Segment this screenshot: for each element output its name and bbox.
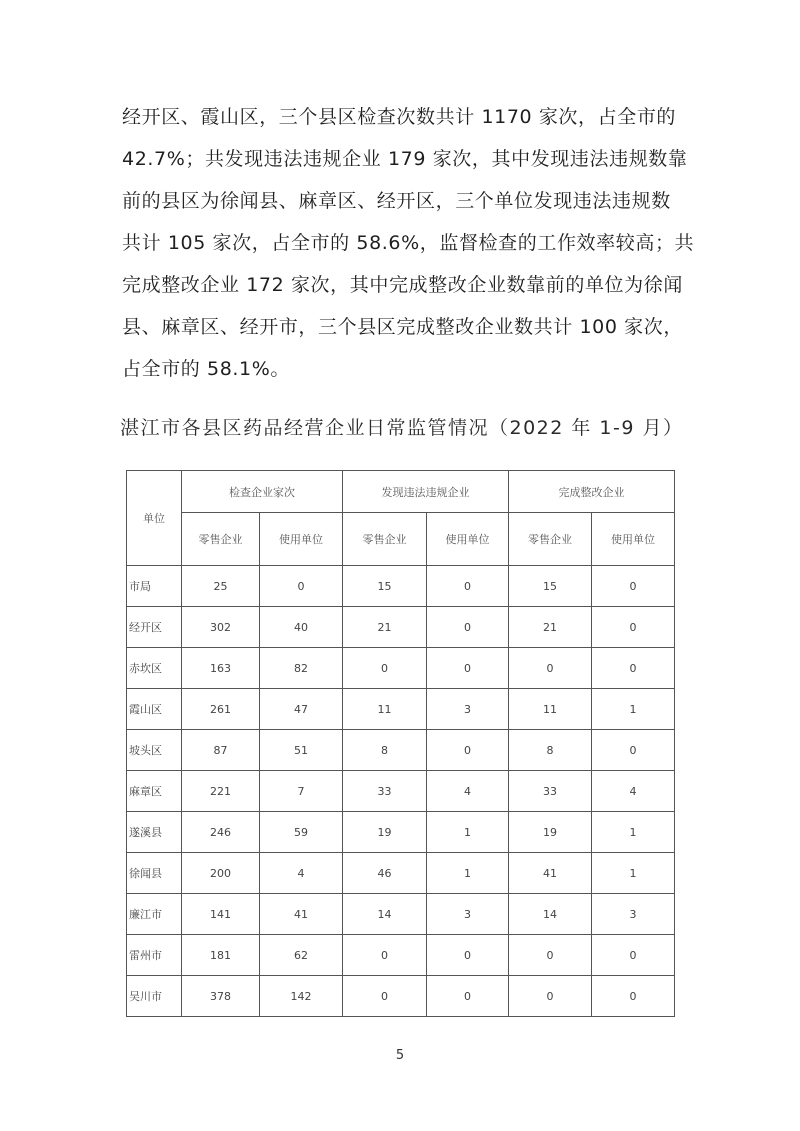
row-unit: 市局 — [127, 566, 182, 607]
paragraph-line: 经开区、霞山区，三个县区检查次数共计 1170 家次，占全市的 — [122, 106, 677, 128]
paragraph-line: 42.7%；共发现违法违规企业 179 家次，其中发现违法违规数靠 — [122, 148, 688, 170]
cell-value: 141 — [182, 894, 260, 935]
cell-value: 82 — [260, 648, 343, 689]
cell-value: 14 — [343, 894, 427, 935]
cell-value: 200 — [182, 853, 260, 894]
row-unit: 赤坎区 — [127, 648, 182, 689]
subheader-user-unit: 使用单位 — [260, 513, 343, 566]
row-unit: 徐闻县 — [127, 853, 182, 894]
cell-value: 0 — [592, 730, 675, 771]
table-caption: 湛江市各县区药品经营企业日常监管情况（2022 年 1-9 月） — [120, 417, 684, 439]
paragraph-line: 完成整改企业 172 家次，其中完成整改企业数靠前的单位为徐闻 — [122, 274, 683, 296]
subheader-user-unit: 使用单位 — [592, 513, 675, 566]
cell-value: 33 — [343, 771, 427, 812]
cell-value: 0 — [592, 607, 675, 648]
cell-value: 4 — [427, 771, 509, 812]
cell-value: 11 — [509, 689, 592, 730]
row-unit: 经开区 — [127, 607, 182, 648]
group-header-violations: 发现违法违规企业 — [343, 471, 509, 513]
cell-value: 0 — [592, 935, 675, 976]
cell-value: 0 — [260, 566, 343, 607]
row-unit: 遂溪县 — [127, 812, 182, 853]
table-row — [127, 935, 675, 976]
cell-value: 0 — [343, 935, 427, 976]
cell-value: 8 — [343, 730, 427, 771]
cell-value: 3 — [427, 894, 509, 935]
cell-value: 0 — [427, 935, 509, 976]
cell-value: 15 — [509, 566, 592, 607]
cell-value: 3 — [592, 894, 675, 935]
table-row — [127, 976, 675, 1017]
table-row — [127, 853, 675, 894]
cell-value: 1 — [592, 853, 675, 894]
body-paragraph — [122, 96, 695, 390]
page-number: 5 — [395, 1048, 405, 1063]
cell-value: 0 — [343, 976, 427, 1017]
cell-value: 163 — [182, 648, 260, 689]
unit-header: 单位 — [127, 471, 182, 566]
cell-value: 221 — [182, 771, 260, 812]
cell-value: 33 — [509, 771, 592, 812]
table-row — [127, 566, 675, 607]
cell-value: 0 — [509, 648, 592, 689]
table-row — [127, 648, 675, 689]
row-unit: 霞山区 — [127, 689, 182, 730]
cell-value: 0 — [427, 730, 509, 771]
cell-value: 0 — [427, 607, 509, 648]
cell-value: 0 — [592, 566, 675, 607]
cell-value: 62 — [260, 935, 343, 976]
cell-value: 7 — [260, 771, 343, 812]
paragraph-line: 占全市的 58.1%。 — [122, 358, 290, 380]
cell-value: 378 — [182, 976, 260, 1017]
paragraph-line: 前的县区为徐闻县、麻章区、经开区，三个单位发现违法违规数 — [122, 190, 671, 212]
cell-value: 0 — [427, 566, 509, 607]
cell-value: 0 — [509, 976, 592, 1017]
row-unit: 坡头区 — [127, 730, 182, 771]
cell-value: 19 — [343, 812, 427, 853]
cell-value: 8 — [509, 730, 592, 771]
cell-value: 51 — [260, 730, 343, 771]
group-header-rectified: 完成整改企业 — [509, 471, 675, 513]
row-unit: 廉江市 — [127, 894, 182, 935]
row-unit: 吴川市 — [127, 976, 182, 1017]
group-header-inspection: 检查企业家次 — [182, 471, 343, 513]
cell-value: 246 — [182, 812, 260, 853]
cell-value: 4 — [592, 771, 675, 812]
cell-value: 21 — [343, 607, 427, 648]
cell-value: 11 — [343, 689, 427, 730]
cell-value: 40 — [260, 607, 343, 648]
table-row — [127, 607, 675, 648]
table-row — [127, 894, 675, 935]
subheader-user-unit: 使用单位 — [427, 513, 509, 566]
cell-value: 302 — [182, 607, 260, 648]
cell-value: 1 — [592, 689, 675, 730]
cell-value: 0 — [509, 935, 592, 976]
subheader-retail: 零售企业 — [343, 513, 427, 566]
cell-value: 15 — [343, 566, 427, 607]
cell-value: 0 — [427, 648, 509, 689]
subheader-retail: 零售企业 — [182, 513, 260, 566]
cell-value: 0 — [592, 976, 675, 1017]
cell-value: 14 — [509, 894, 592, 935]
table-row — [127, 771, 675, 812]
cell-value: 0 — [427, 976, 509, 1017]
cell-value: 41 — [260, 894, 343, 935]
cell-value: 25 — [182, 566, 260, 607]
cell-value: 261 — [182, 689, 260, 730]
cell-value: 47 — [260, 689, 343, 730]
cell-value: 19 — [509, 812, 592, 853]
supervision-table — [126, 470, 675, 1017]
table-row — [127, 812, 675, 853]
cell-value: 21 — [509, 607, 592, 648]
row-unit: 雷州市 — [127, 935, 182, 976]
cell-value: 59 — [260, 812, 343, 853]
cell-value: 4 — [260, 853, 343, 894]
paragraph-line: 县、麻章区、经开市，三个县区完成整改企业数共计 100 家次， — [122, 316, 683, 338]
cell-value: 3 — [427, 689, 509, 730]
cell-value: 0 — [343, 648, 427, 689]
cell-value: 0 — [592, 648, 675, 689]
table-row — [127, 730, 675, 771]
cell-value: 1 — [427, 812, 509, 853]
cell-value: 87 — [182, 730, 260, 771]
cell-value: 1 — [592, 812, 675, 853]
subheader-retail: 零售企业 — [509, 513, 592, 566]
cell-value: 181 — [182, 935, 260, 976]
cell-value: 41 — [509, 853, 592, 894]
cell-value: 1 — [427, 853, 509, 894]
cell-value: 46 — [343, 853, 427, 894]
table-row — [127, 689, 675, 730]
row-unit: 麻章区 — [127, 771, 182, 812]
paragraph-line: 共计 105 家次，占全市的 58.6%，监督检查的工作效率较高；共 — [122, 232, 695, 254]
cell-value: 142 — [260, 976, 343, 1017]
